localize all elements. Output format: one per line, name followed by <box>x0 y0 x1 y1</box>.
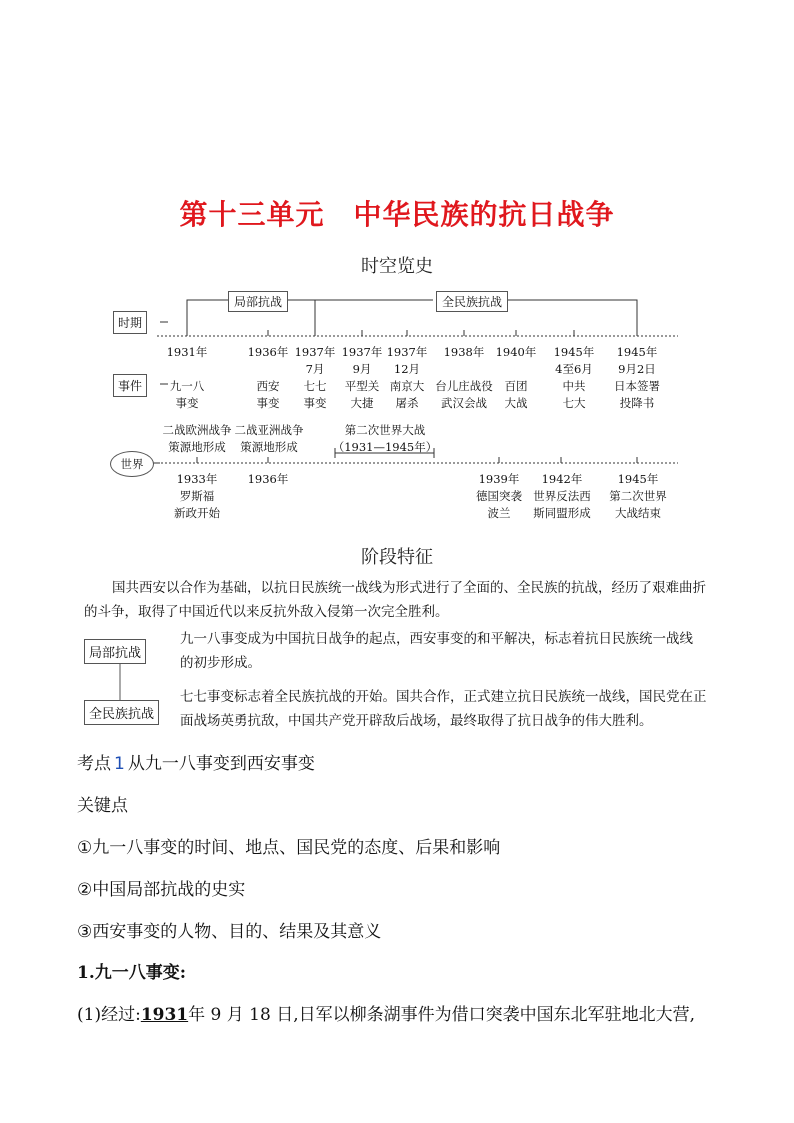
event-name: 百团 大战 <box>504 379 528 410</box>
row-label-world: 世界 <box>110 451 154 477</box>
kaodian-heading <box>77 749 315 774</box>
key-points-heading: 关键点 <box>77 796 128 816</box>
event-date: 1945年 9月2日 <box>616 345 658 376</box>
world-event-below: 1939年 德国突袭 波兰 <box>476 472 522 520</box>
section-heading: 1.九一八事变: <box>77 963 187 983</box>
world-event-above: 二战欧洲战争 策源地形成 <box>162 423 232 454</box>
stage-label-local: 局部抗战 <box>84 639 146 664</box>
event-date: 1937年 12月 <box>386 345 428 376</box>
event-name: 南京大 屠杀 <box>389 379 425 410</box>
world-event-below: 1933年 罗斯福 新政开始 <box>174 472 220 520</box>
world-event-above: 第二次世界大战 （1931—1945年） <box>332 423 438 454</box>
event-date: 1936年 <box>247 345 289 359</box>
key-point-item: ②中国局部抗战的史实 <box>77 880 246 900</box>
event-date: 1937年 9月 <box>341 345 383 376</box>
period-label-local: 局部抗战 <box>228 291 288 312</box>
stage-label-full: 全民族抗战 <box>84 700 159 725</box>
event-date: 1938年 <box>443 345 485 359</box>
section-paragraph <box>77 1000 695 1025</box>
kaodian-prefix: 考点 <box>77 754 111 774</box>
event-name: 平型关 大捷 <box>344 379 380 410</box>
event-date: 1937年 7月 <box>294 345 336 376</box>
event-date: 1945年 4至6月 <box>553 345 595 376</box>
features-intro: 国共西安以合作为基础，以抗日民族统一战线为形式进行了全面的、全民族的抗战，经历了艰难曲折的斗争，取得了中国近代以来反抗外敌入侵第一次完全胜利。 <box>84 580 706 620</box>
timeline-heading: 时空览史 <box>361 256 433 277</box>
event-name: 日本签署 投降书 <box>614 379 660 410</box>
event-name: 西安 事变 <box>256 379 280 410</box>
world-event-above: 二战亚洲战争 策源地形成 <box>234 423 304 454</box>
event-name: 九一八 事变 <box>169 379 205 410</box>
kaodian-title: 从九一八事变到西安事变 <box>127 754 315 774</box>
event-date: 1931年 <box>166 345 208 359</box>
stage-text-local: 九一八事变成为中国抗日战争的起点，西安事变的和平解决，标志着抗日民族统一战线的初步形成。 <box>180 631 693 671</box>
features-heading: 阶段特征 <box>361 547 433 568</box>
section-line-rest: 年 9 月 18 日,日军以柳条湖事件为借口突袭中国东北军驻地北大营, <box>188 1005 696 1025</box>
key-point-item: ③西安事变的人物、目的、结果及其意义 <box>77 922 382 942</box>
event-date: 1940年 <box>495 345 537 359</box>
kaodian-number: 1 <box>114 754 125 774</box>
unit-title: 第十三单元 中华民族的抗日战争 <box>179 198 615 231</box>
key-point-item: ①九一八事变的时间、地点、国民党的态度、后果和影响 <box>77 838 501 858</box>
period-label-full: 全民族抗战 <box>436 291 508 312</box>
section-year: 1931 <box>140 1005 189 1025</box>
stage-text-full: 七七事变标志着全民族抗战的开始。国共合作，正式建立抗日民族统一战线，国民党在正面战场英勇抗敌，中国共产党开辟敌后战场，最终取得了抗日战争的伟大胜利。 <box>180 689 707 729</box>
world-event-below: 1942年 世界反法西 斯同盟形成 <box>533 472 591 520</box>
event-name: 台儿庄战役 武汉会战 <box>435 379 493 410</box>
section-line-prefix: (1)经过: <box>77 1005 141 1025</box>
world-event-below: 1936年 <box>247 472 289 486</box>
world-event-below: 1945年 第二次世界 大战结束 <box>609 472 667 520</box>
event-name: 中共 七大 <box>562 379 586 410</box>
row-label-event: 事件 <box>113 374 147 397</box>
event-name: 七七 事变 <box>303 379 327 410</box>
row-label-period: 时期 <box>113 311 147 334</box>
